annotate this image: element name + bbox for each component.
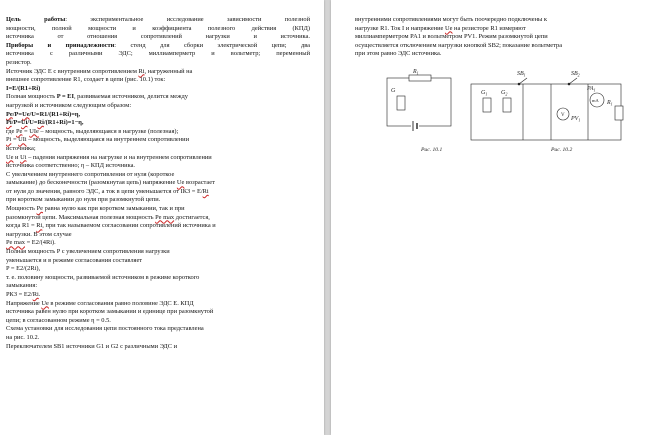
left-text-line <box>6 334 310 343</box>
left-text-line <box>6 325 310 334</box>
text-run: Ue <box>176 179 185 187</box>
text-run: т. е. половину мощности, развиваемой источником в режиме короткого <box>6 273 200 281</box>
text-run: достигается, <box>174 213 210 221</box>
text-run: P = E2/(2Ri), <box>6 265 41 273</box>
text-run: Ri <box>202 187 209 195</box>
milliammeter-ma-label: mA <box>592 98 599 103</box>
pv1-label: $PV_1$ <box>571 116 581 123</box>
left-text-line <box>6 76 310 85</box>
text-run: при коротком замыкании до нуля при разомкнутой цепи. <box>6 196 161 204</box>
text-run: = <box>22 127 30 135</box>
fig1-r-label: $R_1$ <box>413 69 419 76</box>
text-run: /P= <box>12 110 23 118</box>
text-run: разомкнутой цепи. Максимальная полезная мощность <box>6 213 156 221</box>
left-text-line <box>6 308 310 317</box>
text-run: на резисторе R1 измеряют <box>452 24 526 32</box>
text-run: Полная мощность <box>6 93 57 101</box>
source-g1 <box>483 98 491 112</box>
left-text-line <box>6 111 310 120</box>
left-text-column <box>6 0 310 351</box>
fig1-caption: Рис. 10.1 <box>421 147 443 153</box>
left-text-line <box>6 171 310 180</box>
text-run: Pi <box>6 136 12 144</box>
left-text-line <box>6 214 310 223</box>
text-run: от нуля до значения, равного ЭДС, а ток в цепи уменьшается от IКЗ = E/ <box>6 187 203 195</box>
left-text-line <box>6 257 310 266</box>
text-run: С увеличением внутреннего сопротивления от нуля (короткое <box>6 170 175 178</box>
left-text-line <box>6 85 310 94</box>
left-text-line <box>6 205 310 214</box>
left-text-line <box>6 154 310 163</box>
text-run: Pe max <box>155 213 175 221</box>
left-text-line <box>6 291 310 300</box>
left-text-line <box>6 274 310 283</box>
left-text-line <box>6 343 310 352</box>
text-run: цепи; в согласованном режиме η = 0.5. <box>6 316 111 324</box>
text-run: источника; <box>6 144 36 152</box>
left-text-line <box>6 136 310 145</box>
left-text-line <box>6 102 310 111</box>
right-text-line <box>355 50 653 59</box>
text-run: /P= <box>11 119 22 127</box>
right-text-line <box>355 16 653 25</box>
text-run: равна нулю как при коротком замыкании, так и при <box>42 205 185 213</box>
text-run: – мощность, выделяющаяся на внутреннем сопротивлении <box>26 136 190 144</box>
text-run: уменьшается и в режиме согласования составляет <box>6 256 143 264</box>
text-run: Цель работы <box>6 16 66 23</box>
left-text-line <box>6 145 310 154</box>
left-text-line <box>6 16 310 25</box>
text-run: замыкание) до бесконечности (разомкнутая цепь) напряжение <box>6 179 177 187</box>
text-run: Ui <box>20 153 27 161</box>
text-run: Pe max <box>6 239 25 247</box>
text-run: нагрузкой и источником следующим образом: <box>6 101 132 109</box>
text-run: Источник ЭДС E с внутренним сопротивлением <box>6 67 139 75</box>
text-run: , <box>78 110 81 118</box>
text-run: Мощность <box>6 205 37 213</box>
text-run: Ri <box>138 67 145 75</box>
text-run: P = EI <box>56 93 74 101</box>
left-text-line <box>6 25 310 34</box>
left-text-line <box>6 248 310 257</box>
text-run: Переключателем SB1 источники G1 и G2 с различными ЭДС и <box>6 342 178 350</box>
sb1-label: $SB_1$ <box>517 71 526 78</box>
text-run: осуществляется отключением нагрузки кнопкой SB2; показание вольтметра <box>355 41 563 49</box>
left-text-line <box>6 119 310 128</box>
text-run: = <box>11 136 19 144</box>
left-text-line <box>6 239 310 248</box>
left-text-line <box>6 222 310 231</box>
text-run: /U= <box>27 119 38 127</box>
left-text-line <box>6 265 310 274</box>
left-text-line <box>6 93 310 102</box>
text-run: Pe <box>36 205 43 213</box>
text-run: источника от отношения сопротивлений нагрузки и источника. <box>6 33 310 41</box>
text-run: = E2/(4Ri). <box>25 239 56 247</box>
text-run: в режиме согласования равно половине ЭДС E. КПД <box>48 299 194 307</box>
right-text-line <box>355 25 653 34</box>
left-text-line <box>6 231 310 240</box>
text-run: – мощность, выделяющаяся в нагрузке (полезная); <box>38 127 179 135</box>
left-text-line <box>6 42 310 51</box>
text-run: нагрузке R1. Ток I и напряжение <box>355 24 445 32</box>
text-run: где <box>6 127 16 135</box>
text-run: источника равен нулю при коротком замыкании и единице при разомкнутой <box>6 308 214 316</box>
text-run: Ue <box>41 299 49 307</box>
text-run: Ue <box>22 110 30 118</box>
left-text-line <box>6 59 310 68</box>
text-run: /(R1+Ri)=1−η <box>43 119 82 127</box>
text-run: Ue <box>6 153 14 161</box>
text-run: Pi <box>6 119 12 127</box>
left-text-line <box>6 162 310 171</box>
resistor-r1-fig1 <box>409 75 431 81</box>
text-run: при этом равно ЭДС источника. <box>355 50 442 58</box>
left-text-line <box>6 188 310 197</box>
left-text-line <box>6 50 310 59</box>
sb2-label: $SB_2$ <box>571 71 580 78</box>
text-run: , развиваемая источником, делится между <box>73 93 188 101</box>
text-run: Ue <box>444 24 453 32</box>
figure-10-2-circuit <box>471 71 623 140</box>
left-text-line <box>6 300 310 309</box>
right-text-column <box>355 0 653 59</box>
text-run: : стенд для сборки электрической цепи; два <box>114 41 310 49</box>
text-run: и <box>13 153 21 161</box>
document-page-left <box>0 0 324 435</box>
switch-sb1 <box>519 78 527 84</box>
text-run: Приборы и принадлежности <box>6 41 115 49</box>
right-text-line <box>355 42 653 51</box>
left-text-line <box>6 196 310 205</box>
g2-label: $G_2$ <box>501 90 508 97</box>
pa1-label: $PA_1$ <box>587 86 596 93</box>
text-run: Схема установки для исследования цепи постоянного тока представлена <box>6 325 204 333</box>
text-run: UIe <box>29 127 39 135</box>
text-run: I=E/(R1+Ri) <box>6 84 41 92</box>
circuit-diagrams <box>383 69 643 160</box>
text-run: возрастает <box>184 179 215 187</box>
text-run: когда R1 = <box>6 222 37 230</box>
fig2-caption: Рис. 10.2 <box>551 147 573 153</box>
text-run: миллиамперметром PA1 и вольтметром PV1. Режим разомкнутой цепи <box>355 33 548 41</box>
right-paragraphs <box>355 16 653 59</box>
text-run: PКЗ = E2/ <box>6 291 33 298</box>
text-run: UIi <box>18 136 27 144</box>
voltmeter-v-label: V <box>561 113 565 118</box>
text-run: Pe <box>6 110 13 118</box>
text-run: Полная мощность P с увеличением сопротивления нагрузки <box>6 248 170 256</box>
source-g2 <box>503 98 511 112</box>
text-run: Ui <box>21 119 28 127</box>
text-run: замыкания: <box>6 282 38 290</box>
text-run: внешнее сопротивление R1, создает в цепи (рис. 10.1) ток: <box>6 76 166 84</box>
right-text-line <box>355 33 653 42</box>
left-text-line <box>6 179 310 188</box>
text-run: источника с различными ЭДС; миллиамперметр и вольтметр; переменный <box>6 50 310 58</box>
left-text-line <box>6 33 310 42</box>
left-text-line <box>6 128 310 137</box>
text-run: /U=R1/(R1+Ri)=η <box>29 110 79 118</box>
text-run: , нагруженный на <box>144 67 193 75</box>
text-run: Напряжение <box>6 299 42 307</box>
text-run: внутренними сопротивлениями могут быть поочередно подключены к <box>355 16 548 23</box>
fig1-g-label: G <box>391 88 396 94</box>
text-run: Pe <box>16 127 23 135</box>
text-run: Ri <box>32 291 39 298</box>
fig2-r1-label: $R_1$ <box>607 100 613 107</box>
text-run: на рис. 10.2. <box>6 333 40 341</box>
document-page-right <box>331 0 666 435</box>
left-paragraphs <box>6 16 310 351</box>
resistor-ri-fig1 <box>397 96 405 110</box>
resistor-r1-fig2 <box>615 106 623 120</box>
g1-label: $G_1$ <box>481 90 488 97</box>
left-text-line <box>6 317 310 326</box>
text-run: : экспериментальное исследование зависимости полезной <box>65 16 310 23</box>
text-run: источника соответственно; η – КПД источника. <box>6 162 136 170</box>
text-run: – падения напряжения на нагрузке и на внутреннем сопротивлении <box>26 153 212 161</box>
text-run: мощности, полной мощности и коэффициента полезного действия (КПД) <box>6 24 310 32</box>
figures <box>383 69 643 160</box>
text-run: , <box>81 119 84 127</box>
text-run: Ri <box>37 119 44 127</box>
text-run: . <box>38 291 41 298</box>
text-run: , при так называемом согласовании сопротивлений источника и <box>42 222 216 230</box>
switch-sb2 <box>569 78 577 84</box>
text-run: Ri <box>36 222 43 230</box>
text-run: резистор. <box>6 58 32 66</box>
left-text-line <box>6 282 310 291</box>
text-run: нагрузки. В этом случае <box>6 230 72 238</box>
left-text-line <box>6 68 310 77</box>
figure-10-1-circuit <box>387 69 451 131</box>
